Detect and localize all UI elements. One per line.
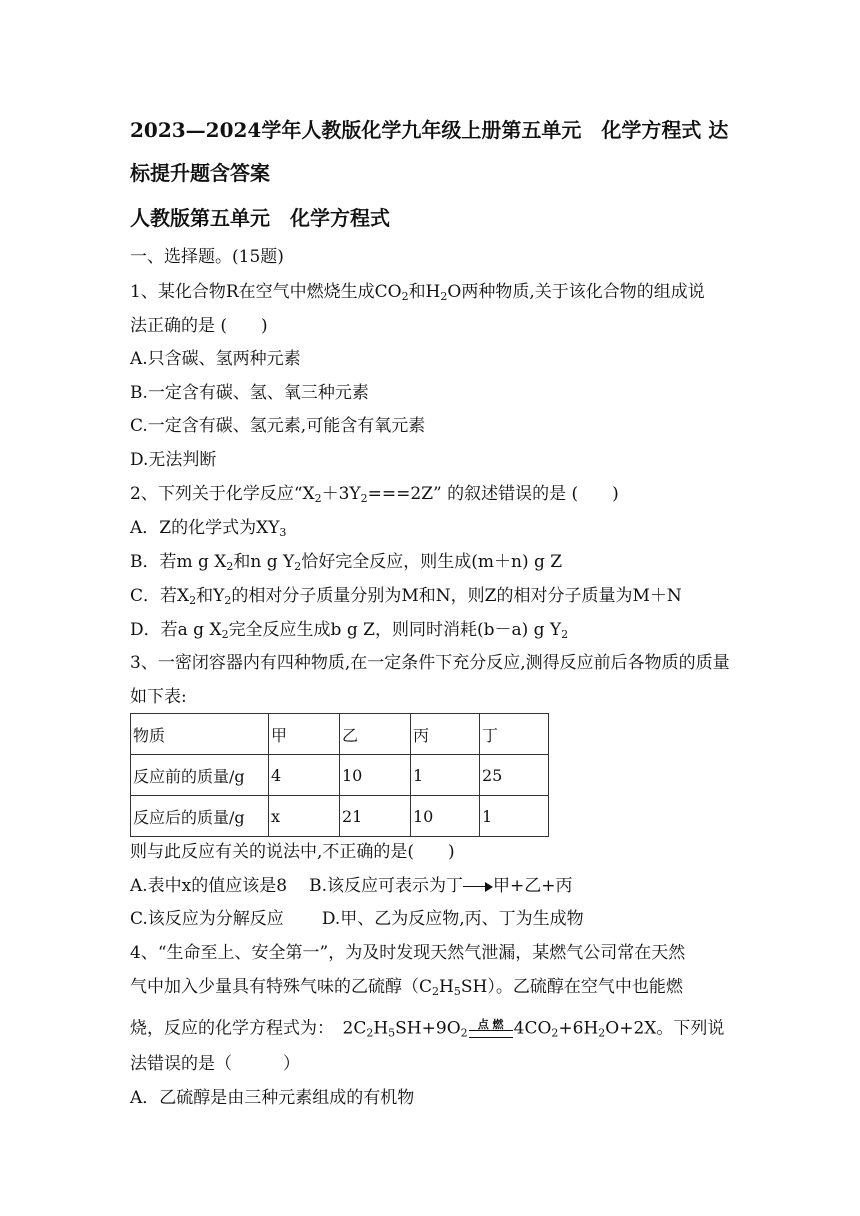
q3-option-c: C.该反应为分解反应 xyxy=(130,909,284,929)
table-cell: 25 xyxy=(480,755,549,796)
reaction-condition-label: 点 燃 xyxy=(477,1018,504,1031)
table-cell: 丁 xyxy=(480,714,549,755)
q2-option-b: B．若m g $X_2$和n g $Y_2$恰好完全反应，则生成(m＋n) g Z xyxy=(130,552,563,573)
q4-option-a: A．乙硫醇是由三种元素组成的有机物 xyxy=(130,1088,415,1108)
q2-option-c: C．若$X_2$和$Y_2$的相对分子质量分别为M和N，则Z的相对分子质量为M＋N xyxy=(130,586,682,607)
q4-stem-line4: 法错误的是（ ） xyxy=(130,1054,300,1074)
q3-options-cd xyxy=(130,908,584,930)
q3-question: 则与此反应有关的说法中,不正确的是( ) xyxy=(130,842,455,862)
table-header-row xyxy=(131,714,549,755)
table-cell: 10 xyxy=(340,755,411,796)
q3-options-ab xyxy=(130,875,573,897)
section-heading: 一、选择题。(15题) xyxy=(130,247,284,267)
q4-stem-line2: 气中加入少量具有特殊气味的乙硫醇$(C_2H_5SH)$。乙硫醇在空气中也能燃 xyxy=(130,977,683,998)
table-cell: 4 xyxy=(269,755,340,796)
table-cell: 反应前的质量/g xyxy=(131,755,269,796)
q4-stem-line1: 4、“生命至上、安全第一”，为及时发现天然气泄漏，某燃气公司常在天然 xyxy=(130,943,686,963)
table-row xyxy=(131,755,549,796)
q1-stem-line2: 法正确的是 ( ) xyxy=(130,316,268,336)
document-title-line1: 2023—2024学年人教版化学九年级上册第五单元 化学方程式 达 xyxy=(130,118,729,142)
q1-option-c: C.一定含有碳、氢元素,可能含有氧元素 xyxy=(130,416,426,436)
table-cell: 反应后的质量/g xyxy=(131,796,269,837)
table-cell: 1 xyxy=(411,755,480,796)
q3-option-d: D.甲、乙为反应物,丙、丁为生成物 xyxy=(321,909,584,929)
q2-option-a: A．Z的化学式为$XY_3$ xyxy=(130,518,287,539)
table-cell: 甲 xyxy=(269,714,340,755)
q2-stem: 2、下列关于化学反应“$X_2+3Y_2===2Z$” 的叙述错误的是 ( ) xyxy=(130,484,619,505)
mass-table xyxy=(130,713,549,837)
q3-option-a: A.表中x的值应该是8 xyxy=(130,876,288,896)
q1-option-a: A.只含碳、氢两种元素 xyxy=(130,349,301,369)
q1-option-b: B.一定含有碳、氢、氧三种元素 xyxy=(130,383,369,403)
q3-option-b: B.该反应可表示为丁 甲+乙+丙 xyxy=(309,876,573,896)
q1-option-d: D.无法判断 xyxy=(130,450,217,470)
table-cell: 21 xyxy=(340,796,411,837)
q4-equation-line: 烧，反应的化学方程式为： $2C_2H_5SH+9O_2$ 点 燃 $4CO_2+6H_2O+2X$。下列说 xyxy=(130,1016,724,1042)
table-cell: 丙 xyxy=(411,714,480,755)
document-title-line2: 标提升题含答案 xyxy=(130,161,270,185)
q3-stem-line1: 3、一密闭容器内有四种物质,在一定条件下充分反应,测得反应前后各物质的质量 xyxy=(130,653,730,673)
table-cell: 乙 xyxy=(340,714,411,755)
table-cell: 10 xyxy=(411,796,480,837)
reaction-arrow-icon xyxy=(463,882,493,892)
document-subtitle: 人教版第五单元 化学方程式 xyxy=(130,206,390,230)
reaction-condition-icon xyxy=(469,1016,513,1042)
table-cell: 物质 xyxy=(131,714,269,755)
table-cell: 1 xyxy=(480,796,549,837)
q1-stem-line1: 1、某化合物R在空气中燃烧生成$CO_2$和$H_2O$两种物质,关于该化合物的组成说 xyxy=(130,282,705,303)
q3-stem-line2: 如下表: xyxy=(130,687,187,707)
q2-option-d: D．若a g $X_2$完全反应生成b g Z，则同时消耗(b－a) g $Y_2$ xyxy=(130,620,569,641)
table-cell: x xyxy=(269,796,340,837)
table-row xyxy=(131,796,549,837)
